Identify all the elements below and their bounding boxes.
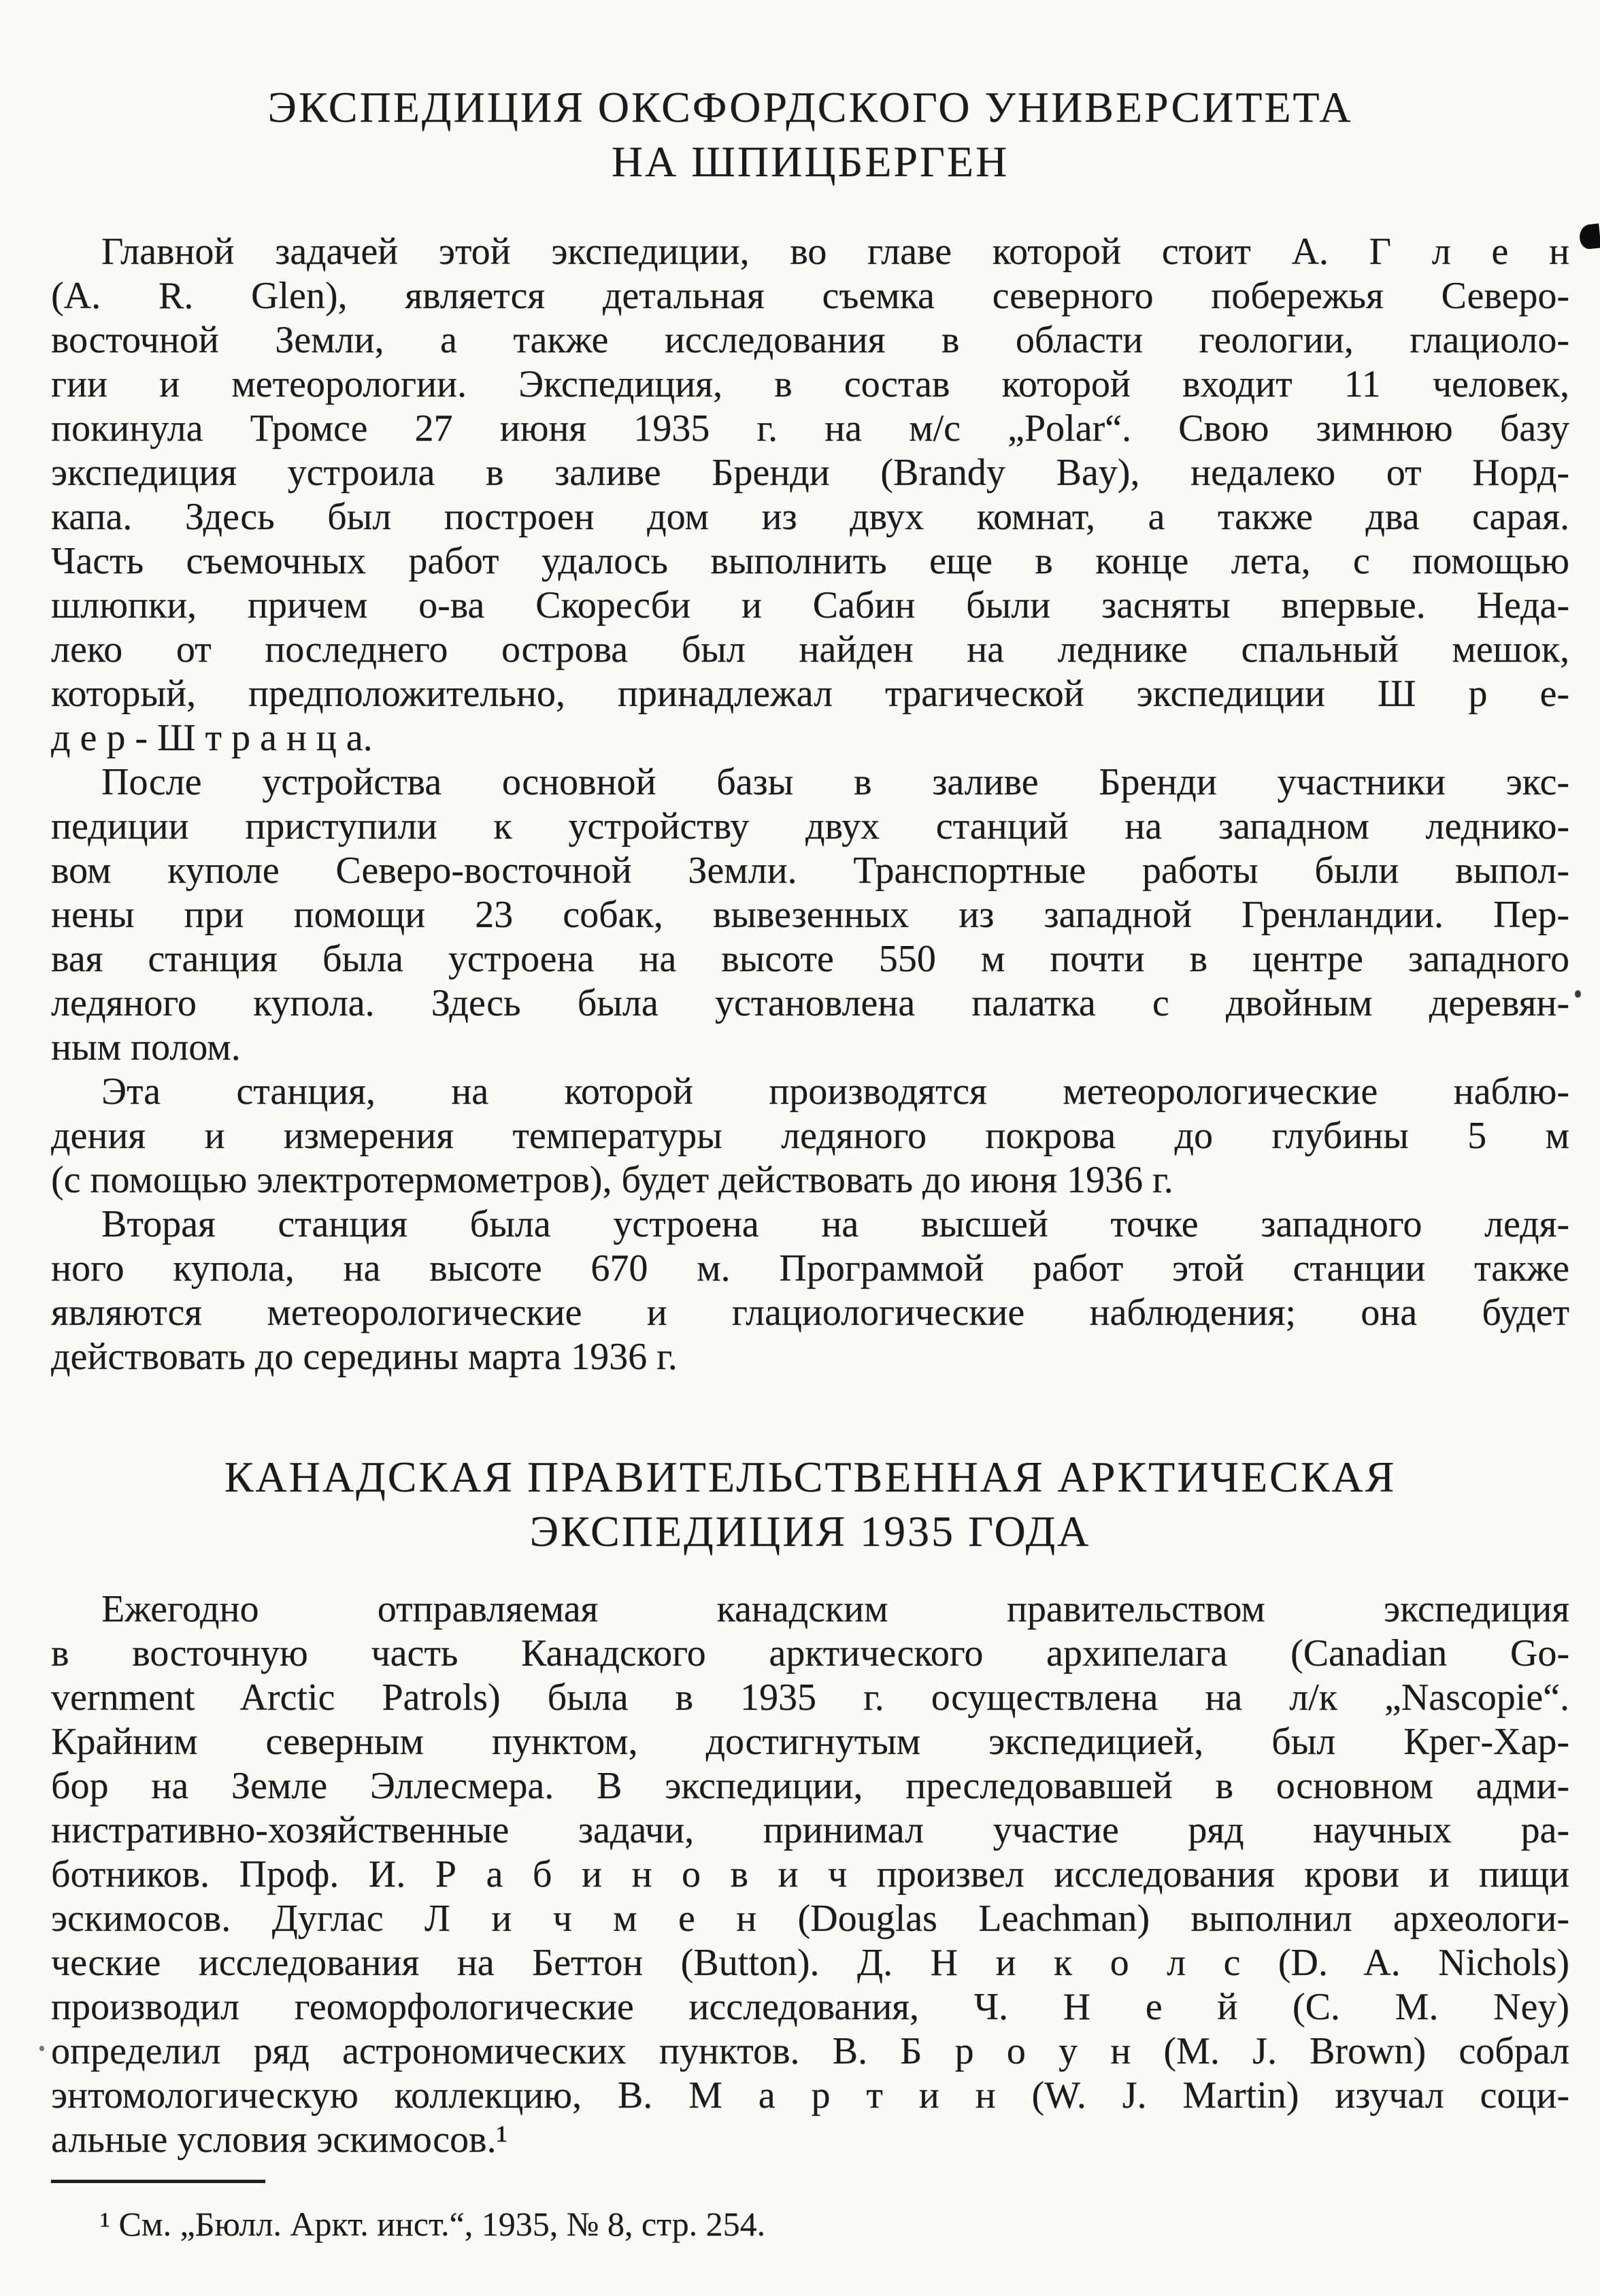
text-line: шлюпки, причем о-ва Скоресби и Сабин были засняты впервые. Неда- — [51, 584, 1569, 626]
paragraph — [51, 1587, 1569, 2162]
text-line: Ежегодно отправляемая канадским правительством экспедиция — [101, 1588, 1569, 1630]
text-line: ботников. Проф. И. Р а б и н о в и ч произвел исследования крови и пищи — [51, 1853, 1569, 1895]
ink-speck-artifact — [39, 2046, 44, 2051]
text-line: являются метеорологические и глациологические наблюдения; она будет — [51, 1292, 1569, 1334]
text-line: Часть съемочных работ удалось выполнить еще в конце лета, с помощью — [51, 540, 1569, 582]
paragraph — [51, 1202, 1569, 1379]
text-line: вом куполе Северо-восточной Земли. Транспортные работы были выпол- — [51, 849, 1569, 892]
text-line: леко от последнего острова был найден на леднике спальный мешок, — [51, 628, 1569, 671]
text-line: Крайним северным пунктом, достигнутым экспедицией, был Крег-Хар- — [51, 1721, 1569, 1763]
paragraph — [51, 1070, 1569, 1202]
text-line: дения и измерения температуры ледяного покрова до глубины 5 м — [51, 1115, 1569, 1157]
text-line: восточной Земли, а также исследования в области геологии, глациоло- — [51, 319, 1569, 361]
text-line: вая станция была устроена на высоте 550 м почти в центре западного — [51, 938, 1569, 980]
article1-body — [51, 230, 1569, 1379]
text-line: ным полом. — [51, 1026, 241, 1068]
text-line: ледяного купола. Здесь была установлена палатка с двойным деревян- — [51, 982, 1569, 1024]
paragraph — [51, 760, 1569, 1070]
article1-title-line-2: НА ШПИЦБЕРГЕН — [611, 137, 1010, 186]
text-line: ного купола, на высоте 670 м. Программой работ этой станции также — [51, 1247, 1569, 1289]
text-line: экспедиция устроила в заливе Бренди (Brandy Bay), недалеко от Норд- — [51, 452, 1569, 494]
text-line: Эта станция, на которой производятся метеорологические наблю- — [101, 1070, 1569, 1113]
text-line: действовать до середины марта 1936 г. — [51, 1336, 678, 1378]
article1-title-line-1: ЭКСПЕДИЦИЯ ОКСФОРДСКОГО УНИВЕРСИТЕТА — [267, 83, 1353, 131]
article2-body — [51, 1587, 1569, 2162]
text-line: Главной задачей этой экспедиции, во главе которой стоит А. Г л е н — [101, 231, 1569, 273]
text-line: производил геоморфологические исследования, Ч. Н е й (C. M. Ney) — [51, 1986, 1569, 2028]
text-line: педиции приступили к устройству двух станций на западном леднико- — [51, 805, 1569, 847]
text-line: vernment Arctic Patrols) была в 1935 г. осуществлена на л/к „Nascopie“. — [51, 1676, 1569, 1719]
text-line: который, предположительно, принадлежал трагической экспедиции Ш р е- — [51, 673, 1569, 715]
text-line: ческие исследования на Беттон (Button). Д. Н и к о л с (D. A. Nichols) — [51, 1942, 1569, 1984]
text-line: энтомологическую коллекцию, В. М а р т и н (W. J. Martin) изучал соци- — [51, 2074, 1569, 2116]
text-line: д е р - Ш т р а н ц а. — [51, 717, 373, 759]
footnote: ¹ См. „Бюлл. Аркт. инст.“, 1935, № 8, стр. 254. — [100, 2205, 766, 2243]
text-line: покинула Тромсе 27 июня 1935 г. на м/с „Polar“. Свою зимнюю базу — [51, 407, 1569, 450]
footnote-separator-rule — [51, 2180, 265, 2183]
text-line: (A. R. Glen), является детальная съемка северного побережья Северо- — [51, 275, 1569, 317]
article2-title-line-1: КАНАДСКАЯ ПРАВИТЕЛЬСТВЕННАЯ АРКТИЧЕСКАЯ — [224, 1453, 1397, 1501]
text-line: гии и метеорологии. Экспедиция, в состав которой входит 11 человек, — [51, 363, 1569, 405]
text-line: Вторая станция была устроена на высшей точке западного ледя- — [101, 1203, 1569, 1245]
text-line: капа. Здесь был построен дом из двух комнат, а также два сарая. — [51, 496, 1569, 538]
text-line: нистративно-хозяйственные задачи, принимал участие ряд научных ра- — [51, 1809, 1569, 1851]
text-line: нены при помощи 23 собак, вывезенных из западной Гренландии. Пер- — [51, 894, 1569, 936]
text-line: После устройства основной базы в заливе Бренди участники экс- — [101, 761, 1569, 803]
article1-title — [51, 80, 1569, 189]
paragraph — [51, 230, 1569, 760]
text-line: альные условия эскимосов.¹ — [51, 2118, 508, 2161]
text-line: эскимосов. Дуглас Л и ч м е н (Douglas Leachman) выполнил археологи- — [51, 1897, 1569, 1940]
text-line: в восточную часть Канадского арктического архипелага (Canadian Go- — [51, 1632, 1569, 1674]
article2-title — [51, 1450, 1569, 1559]
text-line: (с помощью электротермометров), будет действовать до июня 1936 г. — [51, 1159, 1173, 1201]
ink-speck-artifact — [1575, 990, 1581, 998]
article2-title-line-2: ЭКСПЕДИЦИЯ 1935 ГОДА — [529, 1507, 1091, 1555]
text-line: бор на Земле Эллесмера. В экспедиции, преследовавшей в основном адми- — [51, 1765, 1569, 1807]
text-line: определил ряд астрономических пунктов. В. Б р о у н (M. J. Brown) собрал — [51, 2030, 1569, 2072]
